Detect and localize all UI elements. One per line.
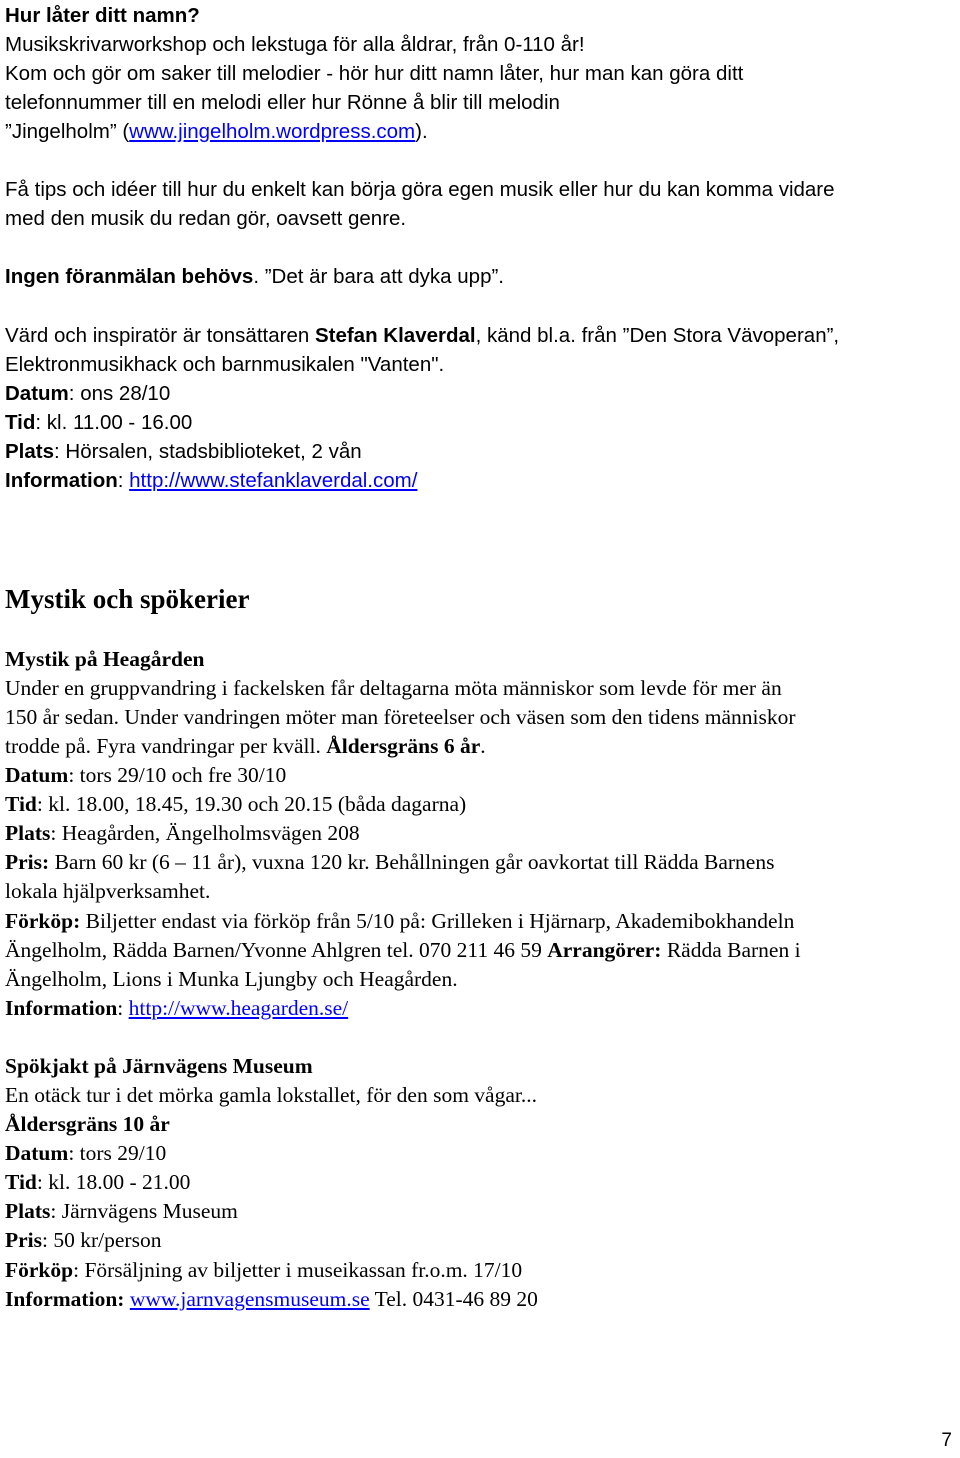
info-sep: : bbox=[117, 469, 130, 492]
jingelholm-link[interactable]: www.jingelholm.wordpress.com bbox=[129, 120, 416, 143]
price-row: lokala hjälpverksamhet. bbox=[5, 879, 211, 903]
price-value: Barn 60 kr (6 – 11 år), vuxna 120 kr. Behållningen går oavkortat till Rädda Barnens bbox=[49, 850, 775, 874]
price-label: Pris bbox=[5, 1228, 43, 1252]
time-value: : kl. 11.00 - 16.00 bbox=[35, 411, 193, 434]
time-value: : kl. 18.00, 18.45, 19.30 och 20.15 (båda dagarna) bbox=[36, 792, 467, 816]
place-label: Plats bbox=[5, 821, 51, 845]
text-segment: Rädda Barnen i bbox=[661, 938, 801, 962]
text-segment: ”Jingelholm” ( bbox=[5, 120, 130, 143]
text-segment: . bbox=[480, 734, 486, 758]
time-row bbox=[5, 1168, 190, 1197]
time-row bbox=[5, 408, 192, 438]
info-label: Information: bbox=[5, 1287, 125, 1311]
date-row bbox=[5, 1139, 166, 1168]
text-segment: Värd och inspiratör är tonsättaren bbox=[5, 324, 315, 347]
time-value: : kl. 18.00 - 21.00 bbox=[36, 1170, 191, 1194]
date-value: : tors 29/10 bbox=[68, 1141, 167, 1165]
place-label: Plats bbox=[5, 1199, 51, 1223]
page-number: 7 bbox=[941, 1430, 952, 1451]
event-title: Spökjakt på Järnvägens Museum bbox=[5, 1054, 313, 1078]
price-label: Pris: bbox=[5, 850, 50, 874]
presale-label: Förköp: bbox=[5, 909, 81, 933]
presale-value: Biljetter endast via förköp från 5/10 på: Grilleken i Hjärnarp, Akademibokhandeln bbox=[80, 909, 795, 933]
event-description-line bbox=[5, 732, 486, 761]
place-row bbox=[5, 819, 360, 848]
event-description-line: Kom och gör om saker till melodier - hör hur ditt namn låter, hur man kan göra ditt bbox=[5, 62, 744, 85]
price-row bbox=[5, 848, 774, 877]
heagarden-link[interactable]: http://www.heagarden.se/ bbox=[128, 996, 349, 1020]
place-row bbox=[5, 437, 362, 467]
presale-row: Ängelholm, Lions i Munka Ljungby och Heagården. bbox=[5, 967, 458, 991]
price-row bbox=[5, 1226, 161, 1255]
event-subtitle: Musikskrivarworkshop och lekstuga för alla åldrar, från 0-110 år! bbox=[5, 33, 585, 56]
event-description-line: 150 år sedan. Under vandringen möter man företeelser och väsen som den tidens människor bbox=[5, 705, 796, 729]
signup-note bbox=[5, 262, 504, 292]
event-description-line: telefonnummer till en melodi eller hur Rönne å blir till melodin bbox=[5, 91, 560, 114]
event-description-line: Under en gruppvandring i fackelsken får deltagarna möta människor som levde för mer än bbox=[5, 676, 782, 700]
signup-rest: . ”Det är bara att dyka upp”. bbox=[253, 265, 505, 288]
info-row bbox=[5, 994, 348, 1023]
info-label: Information bbox=[5, 469, 118, 492]
organizers-label: Arrangörer: bbox=[547, 938, 662, 962]
event-title: Hur låter ditt namn? bbox=[5, 4, 200, 27]
text-segment: Ängelholm, Rädda Barnen/Yvonne Ahlgren tel. 070 211 46 59 bbox=[5, 938, 548, 962]
stefanklaverdal-link[interactable]: http://www.stefanklaverdal.com/ bbox=[129, 469, 418, 492]
presale-row bbox=[5, 936, 801, 965]
host-line: Elektronmusikhack och barnmusikalen "Vanten". bbox=[5, 353, 445, 376]
place-label: Plats bbox=[5, 440, 54, 463]
host-line bbox=[5, 321, 839, 351]
presale-value: : Försäljning av biljetter i museikassan fr.o.m. 17/10 bbox=[73, 1258, 523, 1282]
date-label: Datum bbox=[5, 763, 69, 787]
time-label: Tid bbox=[5, 411, 36, 434]
time-label: Tid bbox=[5, 792, 37, 816]
event-title: Mystik på Heagården bbox=[5, 647, 205, 671]
event-description-line bbox=[5, 117, 428, 147]
presale-row bbox=[5, 1256, 522, 1285]
place-value: : Hörsalen, stadsbiblioteket, 2 vån bbox=[54, 440, 362, 463]
presale-label: Förköp bbox=[5, 1258, 74, 1282]
price-value: : 50 kr/person bbox=[42, 1228, 162, 1252]
text-segment: , känd bl.a. från ”Den Stora Vävoperan”, bbox=[475, 324, 840, 347]
host-name: Stefan Klaverdal bbox=[314, 324, 476, 347]
tips-line: Få tips och idéer till hur du enkelt kan börja göra egen musik eller hur du kan komma vidare bbox=[5, 178, 835, 201]
tips-line: med den musik du redan gör, oavsett genre. bbox=[5, 207, 407, 230]
event-description-line: En otäck tur i det mörka gamla lokstallet, för den som vågar... bbox=[5, 1083, 537, 1107]
time-label: Tid bbox=[5, 1170, 37, 1194]
jarnvagensmuseum-link[interactable]: www.jarnvagensmuseum.se bbox=[129, 1287, 370, 1311]
info-label: Information bbox=[5, 996, 118, 1020]
text-segment: trodde på. Fyra vandringar per kväll. bbox=[5, 734, 327, 758]
age-limit: Åldersgräns 10 år bbox=[5, 1112, 170, 1136]
date-label: Datum bbox=[5, 382, 69, 405]
date-label: Datum bbox=[5, 1141, 69, 1165]
info-sep: : bbox=[117, 996, 129, 1020]
date-row bbox=[5, 379, 170, 409]
place-row bbox=[5, 1197, 238, 1226]
info-tel: Tel. 0431-46 89 20 bbox=[369, 1287, 538, 1311]
place-value: : Järnvägens Museum bbox=[50, 1199, 238, 1223]
signup-bold: Ingen föranmälan behövs bbox=[5, 265, 254, 288]
section-heading: Mystik och spökerier bbox=[5, 584, 250, 614]
info-row bbox=[5, 466, 417, 496]
time-row bbox=[5, 790, 466, 819]
presale-row bbox=[5, 907, 794, 936]
text-segment: ). bbox=[415, 120, 428, 143]
info-row bbox=[5, 1285, 538, 1314]
date-value: : tors 29/10 och fre 30/10 bbox=[68, 763, 287, 787]
age-limit: Åldersgräns 6 år bbox=[326, 734, 481, 758]
date-row bbox=[5, 761, 286, 790]
date-value: : ons 28/10 bbox=[68, 382, 171, 405]
place-value: : Heagården, Ängelholmsvägen 208 bbox=[50, 821, 360, 845]
